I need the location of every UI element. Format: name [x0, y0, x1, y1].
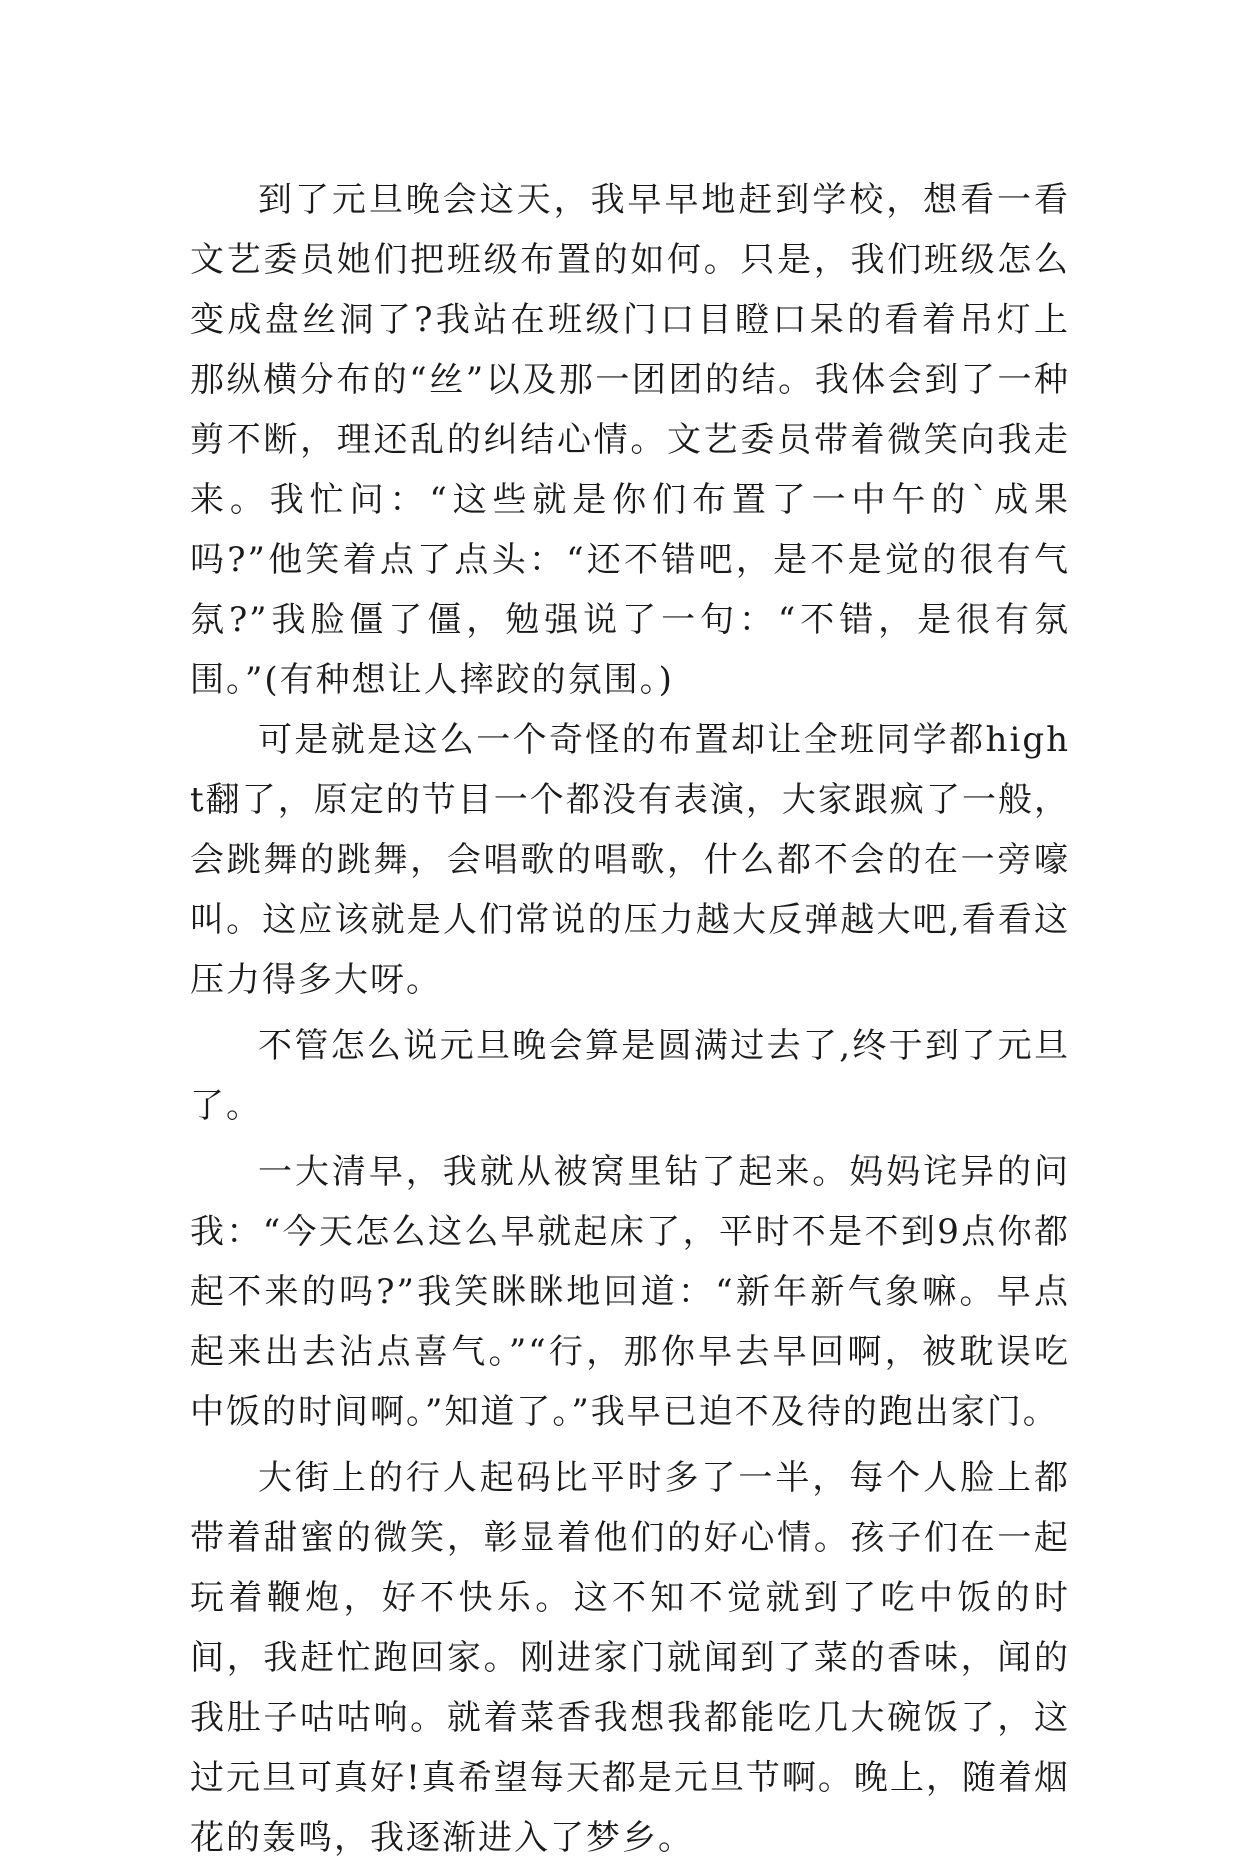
paragraph-5: 大街上的行人起码比平时多了一半，每个人脸上都带着甜蜜的微笑，彰显着他们的好心情。孩子们在一起玩着鞭炮，好不快乐。这不知不觉就到了吃中饭的时间，我赶忙跑回家。刚进家门就闻到了菜的香味，闻的我肚子咕咕响。就着菜香我想我都能吃几大碗饭了，这过元旦可真好!真希望每天都是元旦节啊。晚上，随着烟花的轰鸣，我逐渐进入了梦乡。 [190, 1458, 1070, 1858]
document-page [190, 170, 1070, 1868]
paragraph-1: 到了元旦晚会这天，我早早地赶到学校，想看一看文艺委员她们把班级布置的如何。只是，我们班级怎么变成盘丝洞了?我站在班级门口目瞪口呆的看着吊灯上那纵横分布的“丝”以及那一团团的结。我体会到了一种剪不断，理还乱的纠结心情。文艺委员带着微笑向我走来。我忙问：“这些就是你们布置了一中午的`成果吗?”他笑着点了点头：“还不错吧，是不是觉的很有气氛?”我脸僵了僵，勉强说了一句：“不错，是很有氛围。”(有种想让人摔跤的氛围。) [190, 180, 1070, 700]
paragraph-3: 不管怎么说元旦晚会算是圆满过去了,终于到了元旦了。 [190, 1026, 1070, 1126]
paragraph-2: 可是就是这么一个奇怪的布置却让全班同学都hight翻了，原定的节目一个都没有表演，大家跟疯了一般，会跳舞的跳舞，会唱歌的唱歌，什么都不会的在一旁嚎叫。这应该就是人们常说的压力越大反弹越大吧,看看这压力得多大呀。 [190, 720, 1070, 1000]
paragraph-4: 一大清早，我就从被窝里钻了起来。妈妈诧异的问我：“今天怎么这么早就起床了，平时不是不到9点你都起不来的吗?”我笑眯眯地回道：“新年新气象嘛。早点起来出去沾点喜气。”“行，那你早去早回啊，被耽误吃中饭的时间啊。”知道了。”我早已迫不及待的跑出家门。 [190, 1152, 1070, 1432]
